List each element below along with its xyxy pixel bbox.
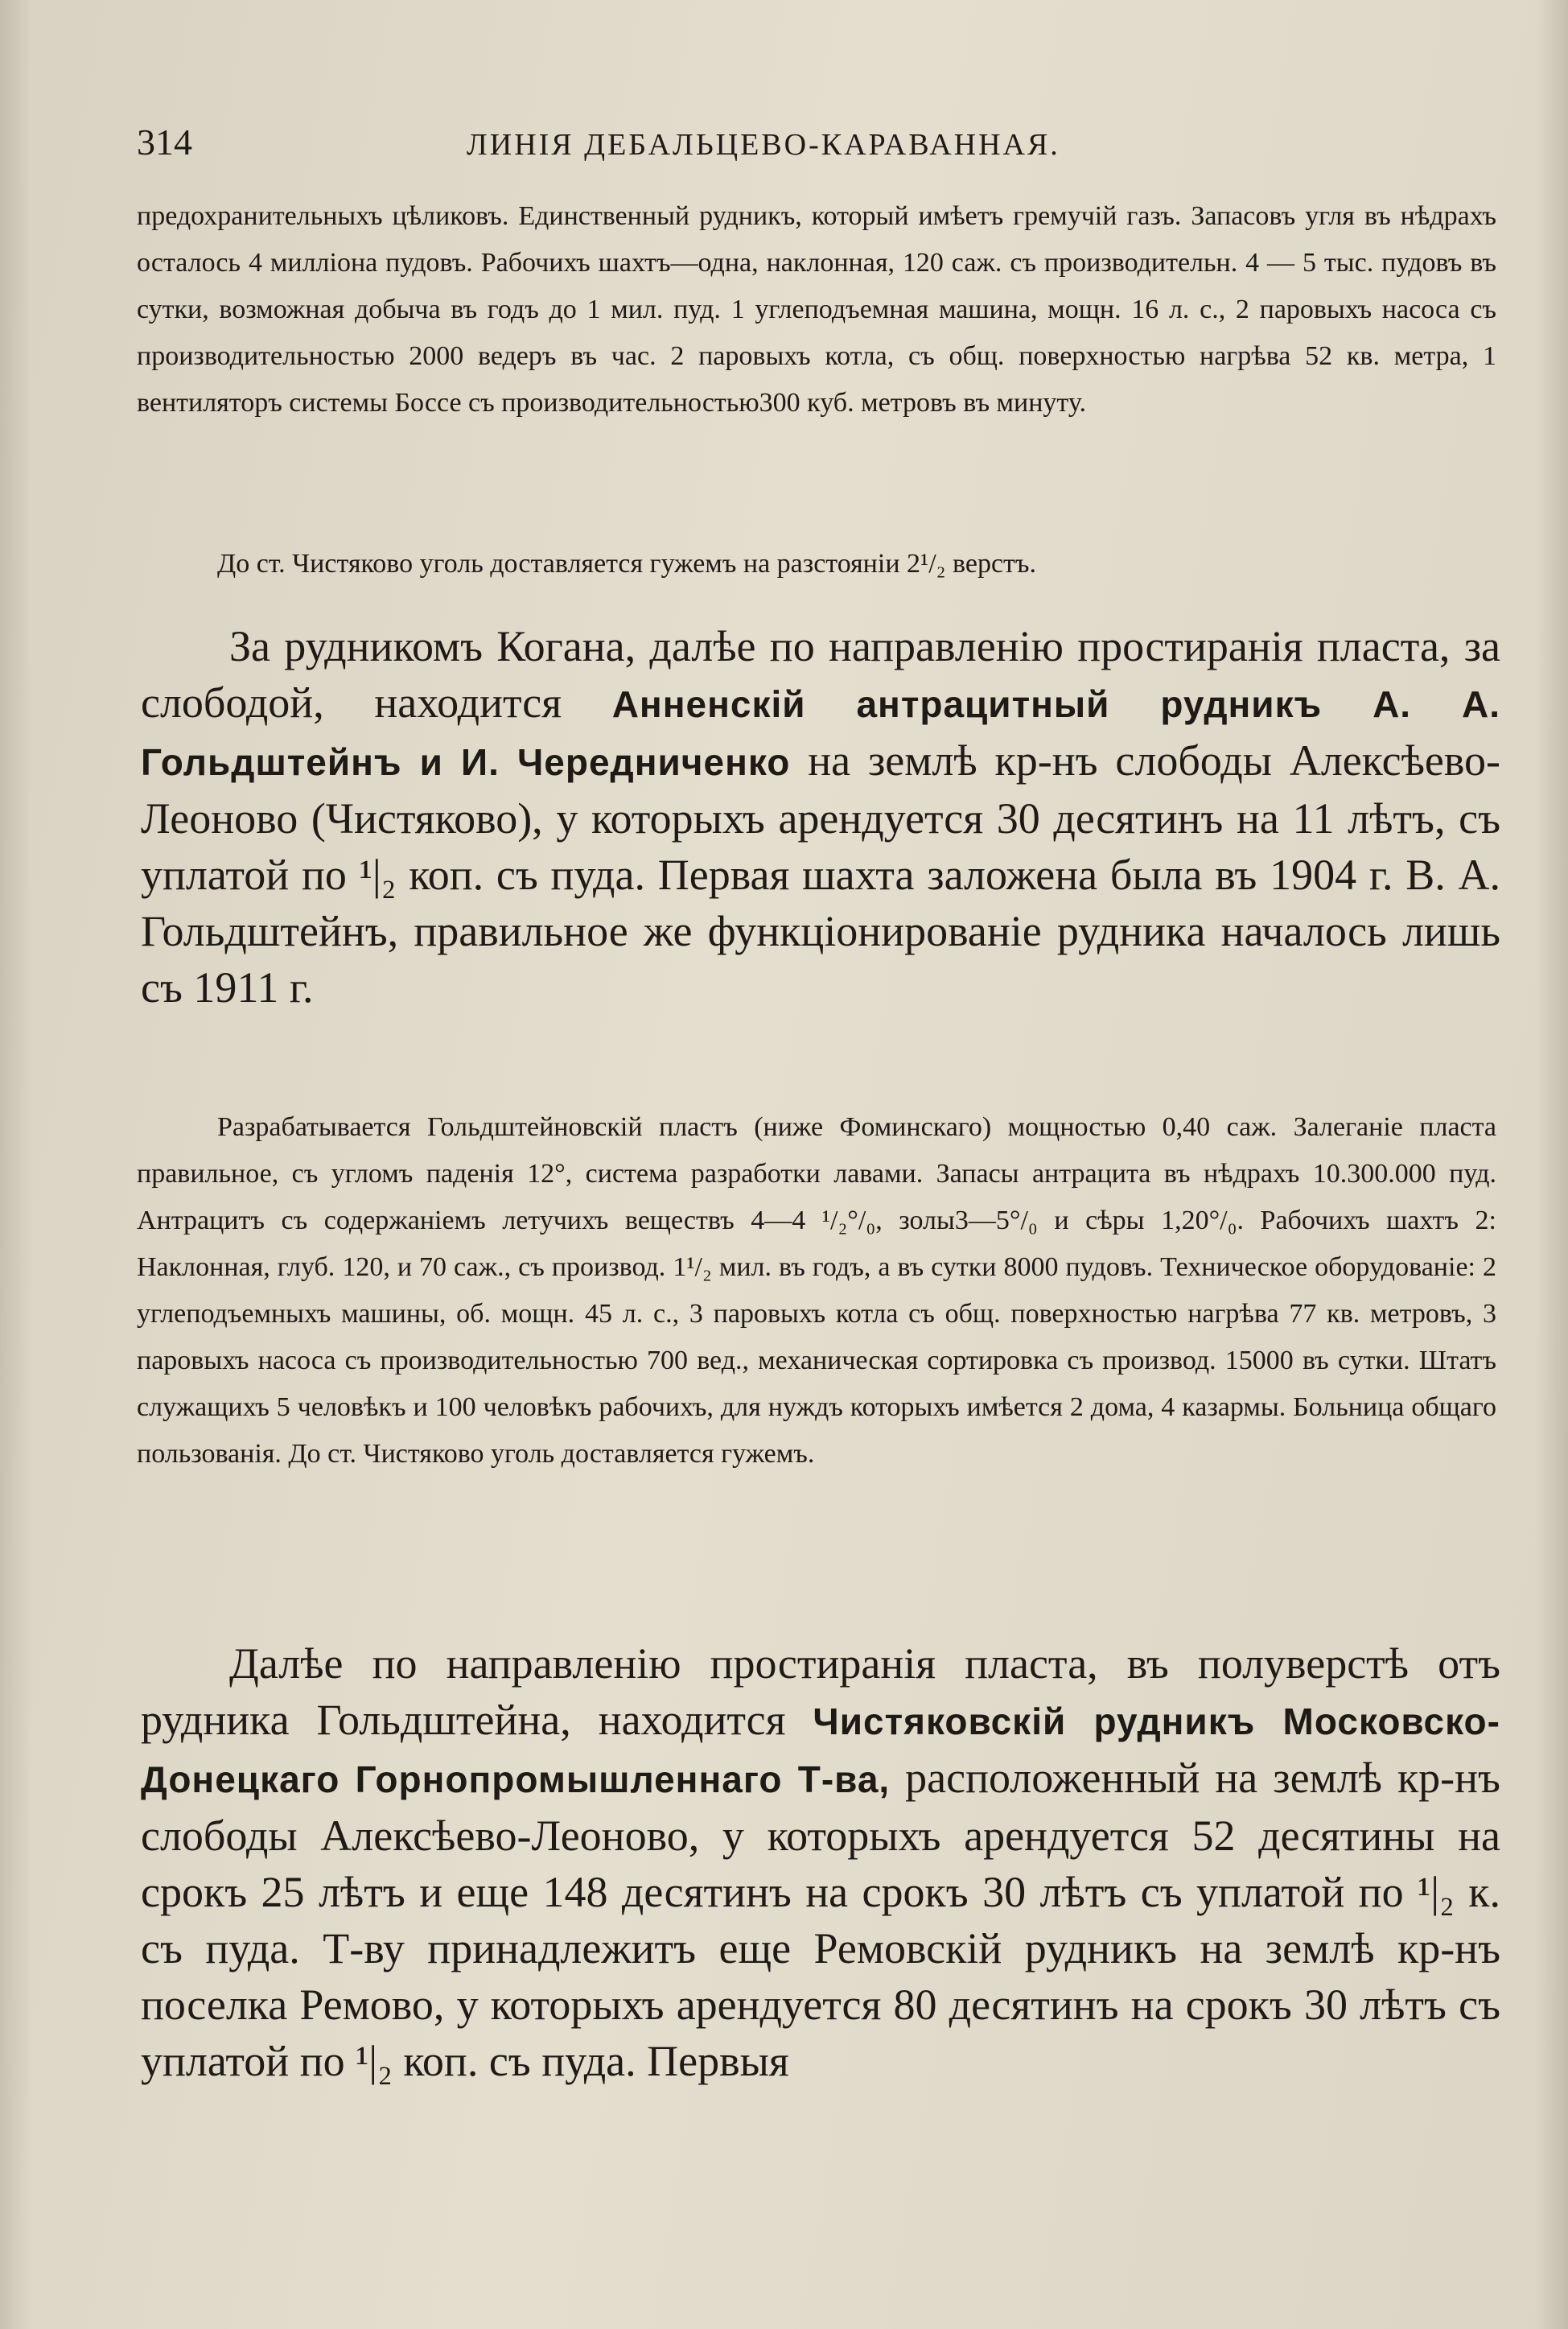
page-header: [137, 121, 1480, 169]
paragraph-text: расположенный на землѣ кр-нъ слободы Алексѣево-Леоново, у которыхъ арендуется 52 десятины на срокъ 25 лѣтъ и еще 148 десятинъ на срокъ 30 лѣтъ съ уплатой по ¹|₂ к. съ пуда. Т-ву принадлежитъ еще Ремовскій рудникъ на землѣ кр-нъ поселка Ремово, у которыхъ арендуется 80 десятинъ на срокъ 30 лѣтъ съ уплатой по ¹|₂ коп. съ пуда. Первыя: [141, 1754, 1500, 2085]
small-print-paragraph: Разрабатывается Гольдштейновскій пластъ (ниже Фоминскаго) мощностью 0,40 саж. Залеганіе пласта правильное, съ угломъ паденія 12°, система разработки лавами. Запасы антрацита въ нѣдрахъ 10.300.000 пуд. Антрацитъ съ содержаніемъ летучихъ веществъ 4—4 ¹/₂°/₀, золы3—5°/₀ и сѣры 1,20°/₀. Рабочихъ шахтъ 2: Наклонная, глуб. 120, и 70 саж., съ производ. 1¹/₂ мил. въ годъ, а въ сутки 8000 пудовъ. Техническое оборудованіе: 2 углеподъемныхъ машины, об. мощн. 45 л. с., 3 паровыхъ котла съ общ. поверхностью нагрѣва 77 кв. метровъ, 3 паровыхъ насоса съ производительностью 700 вед., механическая сортировка съ производ. 15000 въ сутки. Штатъ служащихъ 5 человѣкъ и 100 человѣкъ рабочихъ, для нуждъ которыхъ имѣется 2 дома, 4 казармы. Больница общаго пользованія. До ст. Чистяково уголь доставляется гужемъ.: [137, 1112, 1496, 1469]
paragraph-text: Далѣе по направленію простиранія пласта, въ полуверстѣ отъ рудника Гольдштейна, находится: [141, 1639, 1500, 1744]
page-edge-shadow: [0, 0, 32, 2329]
running-title: ЛИНІЯ ДЕБАЛЬЦЕВО-КАРАВАННАЯ.: [467, 128, 1060, 162]
small-print-paragraph: До ст. Чистяково уголь доставляется гужемъ на разстояніи 2¹/₂ верстъ.: [217, 549, 1036, 579]
small-print-paragraph: предохранительныхъ цѣликовъ. Единственный рудникъ, который имѣетъ гремучій газъ. Запасовъ угля въ нѣдрахъ осталось 4 милліона пудовъ. Рабочихъ шахтъ—одна, наклонная, 120 саж. съ производительн. 4 — 5 тыс. пудовъ въ сутки, возможная добыча въ годъ до 1 мил. пуд. 1 углеподъемная машина, мощн. 16 л. с., 2 паровыхъ насоса съ производительностью 2000 ведеръ въ час. 2 паровыхъ котла, съ общ. поверхностью нагрѣва 52 кв. метра, 1 вентиляторъ системы Боссе съ производительностью300 куб. метровъ въ минуту.: [137, 201, 1496, 418]
body-paragraph: [141, 618, 1500, 1016]
mine-name: Чистяковскій рудникъ Московско-Донецкаго Горнопромышленнаго Т-ва,: [141, 1700, 1500, 1800]
body-paragraph: [141, 1635, 1500, 2089]
mine-name: Анненскій антрацитный рудникъ А. А. Гольдштейнъ и И. Чередниченко: [141, 683, 1500, 783]
paragraph-text: За рудникомъ Когана, далѣе по направленію простиранія пласта, за слободой, находится: [141, 622, 1500, 727]
page-number: 314: [137, 122, 192, 163]
paragraph-text: на землѣ кр-нъ слободы Алексѣево-Леоново (Чистяково), у которыхъ арендуется 30 десятинъ на 11 лѣтъ, съ уплатой по ¹|₂ коп. съ пуда. Первая шахта заложена была въ 1904 г. В. А. Гольдштейнъ, правильное же функціонированіе рудника началось лишь съ 1911 г.: [141, 736, 1500, 1012]
page-edge-shadow: [1536, 0, 1568, 2329]
